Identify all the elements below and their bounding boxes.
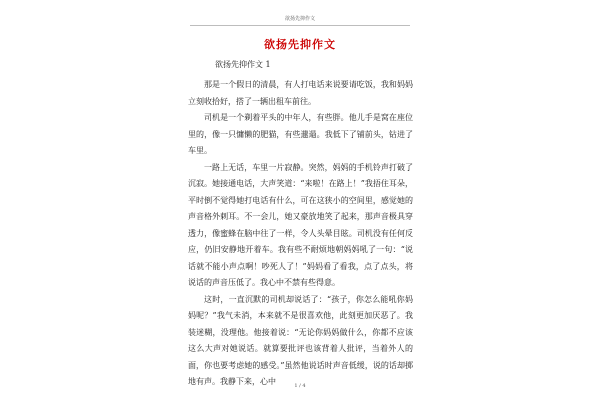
header-divider [190, 25, 410, 26]
paragraph: 那是一个假日的清晨，有人打电话来说要请吃饭，我和妈妈立刻收拾好，搭了一辆出租车前往。 [188, 80, 413, 106]
paragraph: 这时，一直沉默的司机却说话了：“孩子，你怎么能吼你妈妈呢？”我气未消，本来就不是很喜欢他，此刻更加厌恶了。我装迷糊，没理他。他接着说：“无论你妈妈做什么，你都不应该这么大声对她说话。就算要批评也该背着人批评，当着外人的面，你也要考虑她的感受。”虽然他说话时声音低缓，说的话却掷地有声。我静下来，心中 [188, 294, 413, 386]
paragraph: 一路上无话，车里一片寂静。突然，妈妈的手机铃声打破了沉寂。她接通电话，大声笑道：“来啦！在路上！”我捂住耳朵，平时倒不觉得她打电话有什么，可在这狭小的空间里，感觉她的声音格外刺耳。不一会儿，她又豪放地笑了起来，那声音极具穿透力，像蜜蜂在脑中往了一样，令人头晕目眩。司机没有任何反应，仍旧安静地开着车。我有些不耐烦地朝妈妈吼了一句：“说话就不能小声点啊！吵死人了！”妈妈看了看我，点了点头，将说话的声音压低了。我心中不禁有些得意。 [188, 162, 413, 287]
page-number: 1 / 4 [294, 383, 306, 389]
paragraph: 司机是一个剃着平头的中年人，有些胖。他儿手是窝在座位里的，像一只慵懒的肥猫，有些邋遢。我低下了铺前头，钻进了车里。 [188, 113, 413, 155]
document-title: 欲扬先抑作文 [264, 38, 336, 51]
running-header: 欲扬先抑作文 [284, 16, 315, 22]
document-body [188, 77, 413, 391]
section-subtitle: 欲扬先抑作文 1 [215, 60, 271, 69]
